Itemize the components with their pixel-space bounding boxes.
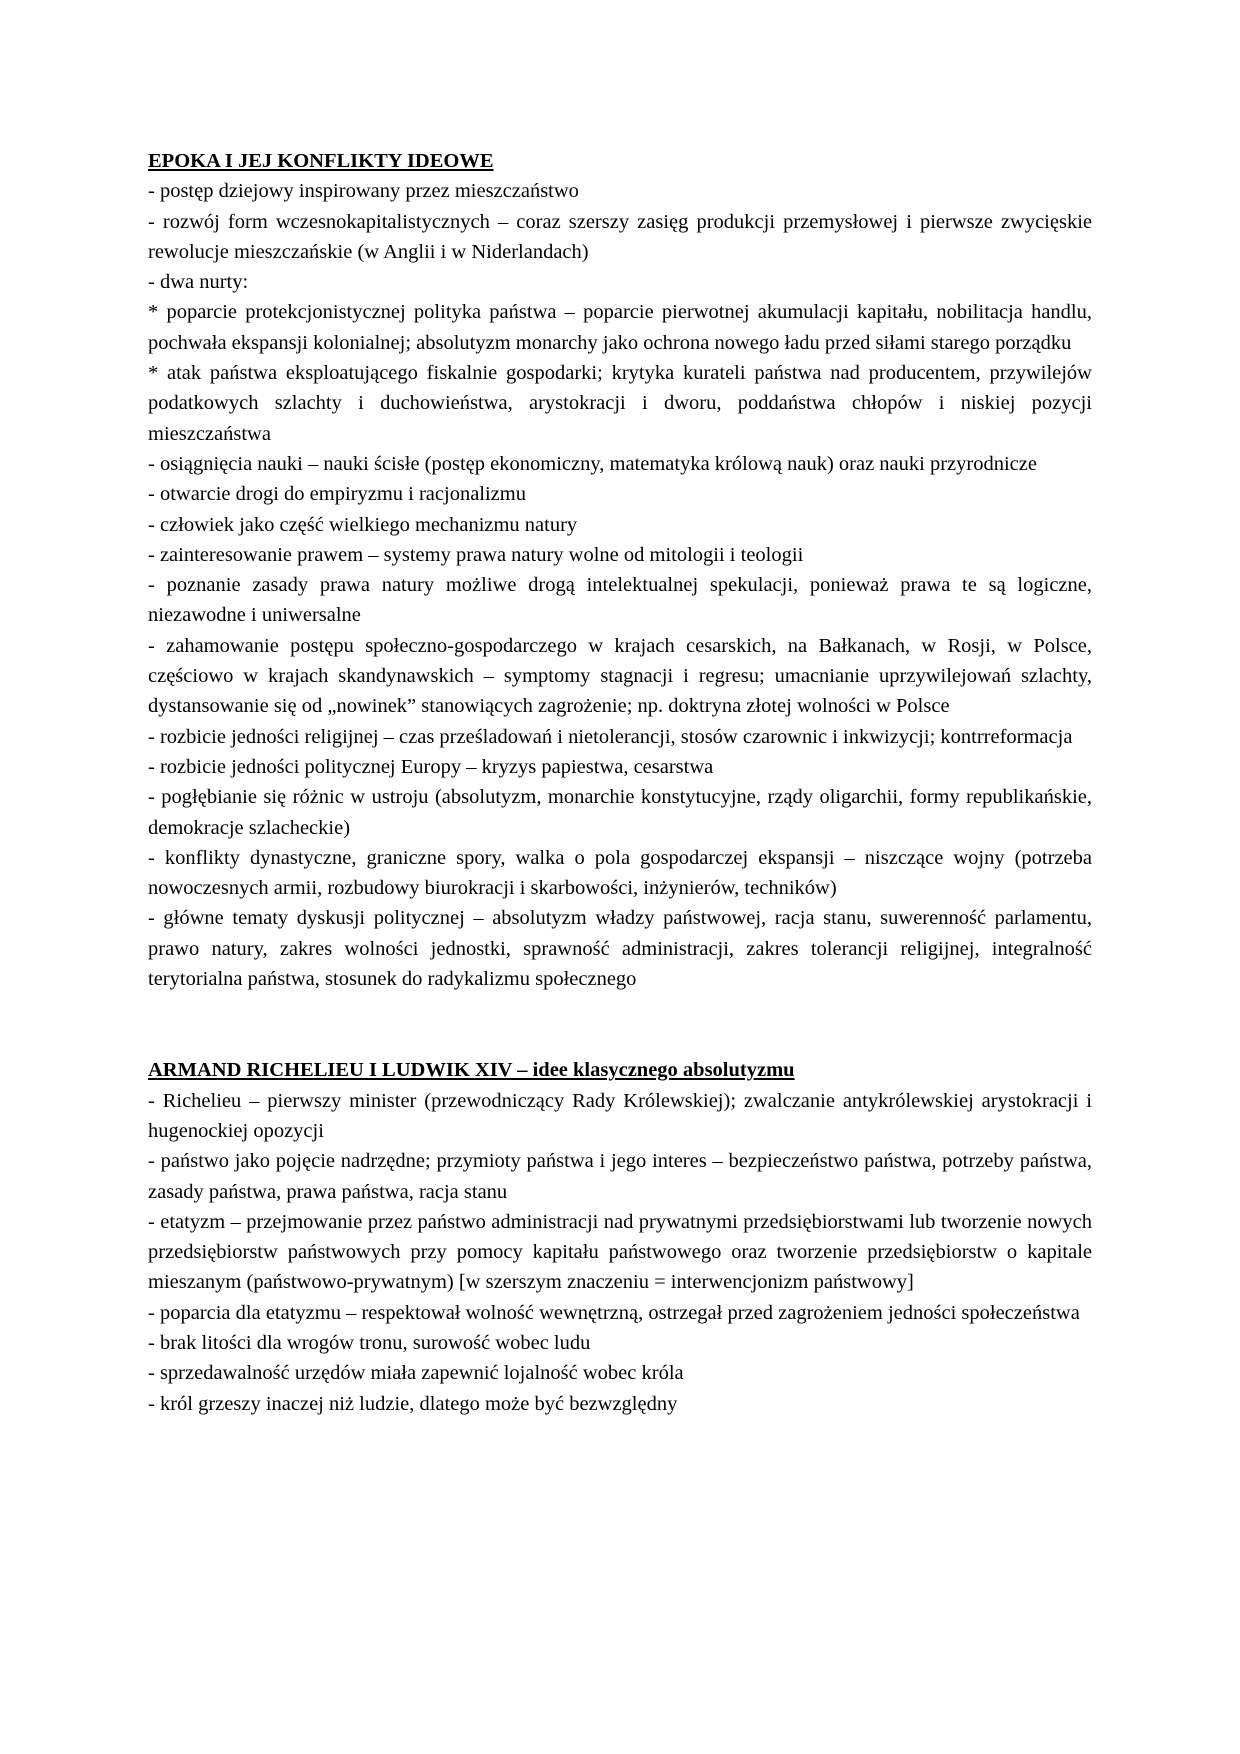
bullet-paragraph: - Richelieu – pierwszy minister (przewodniczący Rady Królewskiej); zwalczanie antykrólewskiej arystokracji i hugenockiej opozycji	[148, 1089, 1092, 1142]
bullet-paragraph: - rozbicie jedności religijnej – czas prześladowań i nietolerancji, stosów czarownic i inkwizycji; kontrreformacja	[148, 725, 1073, 748]
bullet-paragraph: - etatyzm – przejmowanie przez państwo administracji nad prywatnymi przedsiębiorstwami lub tworzenie nowych przedsiębiorstw państwowych przy pomocy kapitału państwowego oraz tworzenie przedsiębiorstw o kapitale mieszanym (państwowo-prywatnym) [w szerszym znaczeniu = interwencjonizm państwowy]	[148, 1210, 1092, 1294]
section-heading: EPOKA I JEJ KONFLIKTY IDEOWE	[148, 150, 494, 172]
bullet-paragraph: - sprzedawalność urzędów miała zapewnić lojalność wobec króla	[148, 1362, 684, 1385]
bullet-paragraph: - rozbicie jedności politycznej Europy – kryzys papiestwa, cesarstwa	[148, 755, 714, 778]
bullet-paragraph: - państwo jako pojęcie nadrzędne; przymioty państwa i jego interes – bezpieczeństwo państwa, potrzeby państwa, zasady państwa, prawa państwa, racja stanu	[148, 1150, 1092, 1203]
section-spacer	[148, 994, 1092, 1055]
bullet-paragraph: * poparcie protekcjonistycznej polityka państwa – poparcie pierwotnej akumulacji kapitału, nobilitacja handlu, pochwała ekspansji kolonialnej; absolutyzm monarchy jako ochrona nowego ładu przed siłami starego porządku	[148, 301, 1092, 354]
bullet-paragraph: - król grzeszy inaczej niż ludzie, dlatego może być bezwzględny	[148, 1392, 678, 1415]
bullet-paragraph: * atak państwa eksploatującego fiskalnie gospodarki; krytyka kurateli państwa nad producentem, przywilejów podatkowych szlachty i duchowieństwa, arystokracji i dworu, poddaństwa chłopów i niskiej pozycji mieszczaństwa	[148, 362, 1092, 445]
bullet-paragraph: - poznanie zasady prawa natury możliwe drogą intelektualnej spekulacji, ponieważ prawa te są logiczne, niezawodne i uniwersalne	[148, 574, 1092, 627]
bullet-paragraph: - zahamowanie postępu społeczno-gospodarczego w krajach cesarskich, na Bałkanach, w Rosji, w Polsce, częściowo w krajach skandynawskich – symptomy stagnacji i regresu; umacnianie uprzywilejowań szlachty, dystansowanie się od „nowinek” stanowiących zagrożenie; np. doktryna złotej wolności w Polsce	[148, 634, 1092, 718]
bullet-paragraph: - osiągnięcia nauki – nauki ścisłe (postęp ekonomiczny, matematyka królową nauk) oraz nauki przyrodnicze	[148, 452, 1037, 475]
bullet-paragraph: - pogłębianie się różnic w ustroju (absolutyzm, monarchie konstytucyjne, rządy oligarchii, formy republikańskie, demokracje szlacheckie)	[148, 786, 1092, 839]
bullet-paragraph: - zainteresowanie prawem – systemy prawa natury wolne od mitologii i teologii	[148, 543, 804, 566]
bullet-paragraph: - poparcia dla etatyzmu – respektował wolność wewnętrzną, ostrzegał przed zagrożeniem jedności społeczeństwa	[148, 1301, 1080, 1324]
bullet-paragraph: - główne tematy dyskusji politycznej – absolutyzm władzy państwowej, racja stanu, suwerenność parlamentu, prawo natury, zakres wolności jednostki, sprawność administracji, zakres tolerancji religijnej, integralność terytorialna państwa, stosunek do radykalizmu społecznego	[148, 907, 1092, 991]
section-heading: ARMAND RICHELIEU I LUDWIK XIV – idee klasycznego absolutyzmu	[148, 1059, 795, 1082]
bullet-paragraph: - postęp dziejowy inspirowany przez mieszczaństwo	[148, 180, 579, 203]
bullet-paragraph: - dwa nurty:	[148, 271, 249, 294]
bullet-paragraph: - konflikty dynastyczne, graniczne spory, walka o pola gospodarczej ekspansji – niszczące wojny (potrzeba nowoczesnych armii, rozbudowy biurokracji i skarbowości, inżynierów, techników)	[148, 846, 1092, 900]
bullet-paragraph: - otwarcie drogi do empiryzmu i racjonalizmu	[148, 483, 526, 506]
bullet-paragraph: - brak litości dla wrogów tronu, surowość wobec ludu	[148, 1331, 591, 1354]
bullet-paragraph: - rozwój form wczesnokapitalistycznych – coraz szerszy zasięg produkcji przemysłowej i pierwsze zwycięskie rewolucje mieszczańskie (w Anglii i w Niderlandach)	[148, 210, 1092, 263]
section-richelieu	[148, 1055, 1092, 1419]
section-epoka	[148, 146, 1092, 994]
bullet-paragraph: - człowiek jako część wielkiego mechanizmu natury	[148, 513, 578, 536]
document-body	[148, 146, 1092, 1419]
